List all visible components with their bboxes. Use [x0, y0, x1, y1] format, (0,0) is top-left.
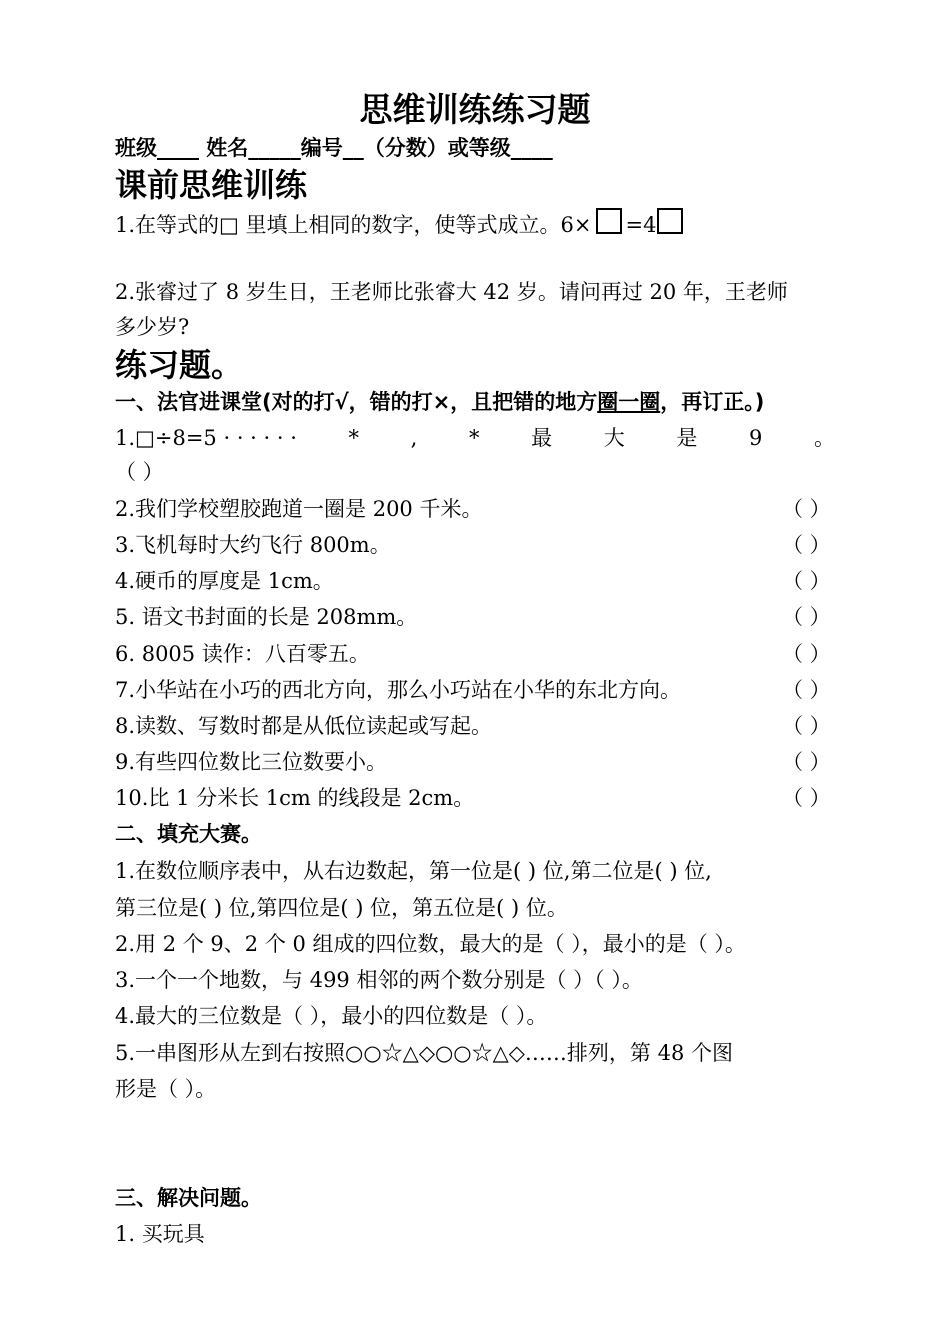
q1-token: 1.□÷8=5 · · · · · · [115, 426, 297, 450]
judge-item-text: 3.飞机每时大约飞行 800m。 [115, 533, 391, 557]
q1-token: , [410, 426, 418, 450]
fill-line: 4.最大的三位数是（ ），最小的四位数是（ ）。 [115, 1004, 548, 1028]
part1-heading-underlined: 圈一圈 [597, 390, 661, 414]
q1-token: 9 [748, 426, 763, 450]
part1-heading-b: ，再订正。) [660, 390, 765, 414]
part3-heading: 三、解决问题。 [115, 1186, 262, 1210]
part2-heading: 二、填充大赛。 [115, 822, 262, 846]
answer-box-1[interactable] [596, 208, 622, 234]
judge-answer-paren[interactable]: （ ） [782, 533, 831, 557]
judge-answer-paren[interactable]: （ ） [782, 678, 831, 702]
judge-answer-paren[interactable]: （ ） [782, 569, 831, 593]
fill-line: 5.一串图形从左到右按照○○☆△◇○○☆△◇……排列，第 48 个图 [115, 1041, 734, 1065]
part1-question-1 [115, 424, 835, 452]
q1-token: 最 [531, 426, 553, 450]
judge-item-text: 5. 语文书封面的长是 208mm。 [115, 605, 418, 629]
fill-line: 第三位是( ) 位,第四位是( ) 位，第五位是( ) 位。 [115, 896, 568, 920]
q1-token: 大 [603, 426, 625, 450]
part1-question-1-answer[interactable]: （ ） [115, 460, 164, 484]
section-heading-pre-training: 课前思维训练 [115, 166, 308, 204]
judge-item-text: 8.读数、写数时都是从低位读起或写起。 [115, 714, 493, 738]
judge-item-text: 2.我们学校塑胶跑道一圈是 200 千米。 [115, 497, 483, 521]
fill-line: 3.一个一个地数，与 499 相邻的两个数分别是（ ）（ ）。 [115, 968, 643, 992]
judge-answer-paren[interactable]: （ ） [782, 605, 831, 629]
pre-question-2-line-1: 2.张睿过了 8 岁生日，王老师比张睿大 42 岁。请问再过 20 年，王老师 [115, 280, 788, 304]
q1-token: * [348, 426, 360, 450]
judge-item-text: 9.有些四位数比三位数要小。 [115, 750, 388, 774]
fill-line: 1.在数位顺序表中，从右边数起，第一位是( ) 位,第二位是( ) 位, [115, 859, 712, 883]
section-heading-practice: 练习题。 [115, 346, 244, 384]
judge-item-text: 4.硬币的厚度是 1cm。 [115, 569, 334, 593]
judge-answer-paren[interactable]: （ ） [782, 750, 831, 774]
part1-heading [115, 388, 764, 416]
answer-box-2[interactable] [657, 208, 683, 234]
page-title: 思维训练练习题 [359, 90, 591, 129]
pre-question-2-line-2: 多少岁? [115, 315, 190, 339]
judge-answer-paren[interactable]: （ ） [782, 497, 831, 521]
pre-question-1-mid: =4 [625, 213, 657, 237]
judge-answer-paren[interactable]: （ ） [782, 642, 831, 666]
q1-token: 。 [813, 426, 835, 450]
part3-question-1: 1. 买玩具 [115, 1222, 205, 1246]
q1-token: * [468, 426, 480, 450]
pre-question-1-text: 1.在等式的□ 里填上相同的数字，使等式成立。6× [115, 213, 592, 237]
q1-token: 是 [676, 426, 698, 450]
judge-item-text: 10.比 1 分米长 1cm 的线段是 2cm。 [115, 786, 475, 810]
judge-item-text: 6. 8005 读作：八百零五。 [115, 642, 370, 666]
fill-line: 形是（ ）。 [115, 1077, 217, 1101]
fill-line: 2.用 2 个 9、2 个 0 组成的四位数，最大的是（ ），最小的是（ ）。 [115, 932, 746, 956]
student-info-line: 班级____ 姓名_____编号__（分数）或等级____ [115, 136, 553, 160]
judge-answer-paren[interactable]: （ ） [782, 786, 831, 810]
part1-heading-a: 一、法官进课堂(对的打√，错的打×，且把错的地方 [115, 390, 598, 414]
pre-question-1 [115, 208, 687, 239]
judge-answer-paren[interactable]: （ ） [782, 714, 831, 738]
judge-item-text: 7.小华站在小巧的西北方向，那么小巧站在小华的东北方向。 [115, 678, 682, 702]
